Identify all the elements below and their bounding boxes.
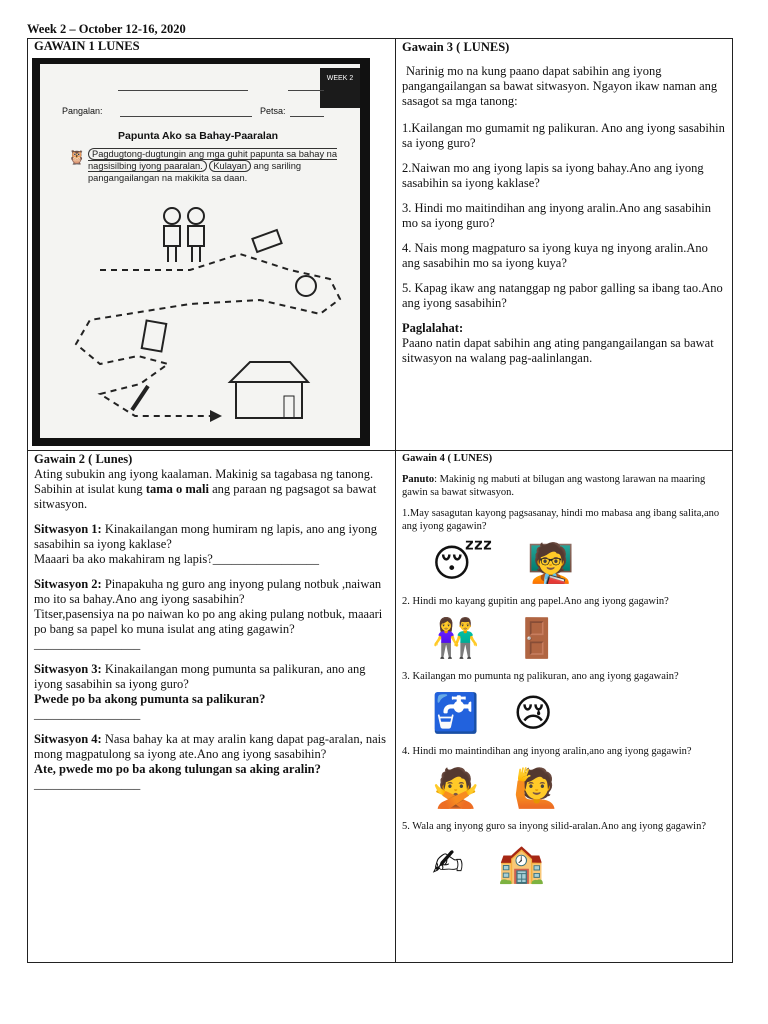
sitwasyon-4-answer: Ate, pwede mo po ba akong tulungan sa aking aralin? — [34, 762, 321, 776]
gawain4-title: Gawain 4 ( LUNES) — [402, 453, 493, 464]
sitwasyon-3-line: _________________ — [34, 707, 141, 721]
children-icon — [164, 208, 204, 262]
child-washing-icon[interactable]: 🚰 — [432, 691, 480, 735]
children-asking-teacher-icon[interactable]: 🧑‍🏫 — [526, 541, 575, 585]
sitwasyon-2-answer: Titser,pasensiya na po naiwan ko po ang aking pulang notbuk, maaari po bang sa papel ko muna isulat ang ating gagawin?_________________ — [34, 607, 383, 651]
crying-child-icon[interactable]: 😢 — [513, 691, 553, 735]
gawain3-title: Gawain 3 ( LUNES) — [402, 40, 510, 54]
week-header: Week 2 – October 12-16, 2020 — [27, 22, 186, 36]
owl-icon: 🦉 — [68, 150, 86, 166]
kulayan-label: Kulayan — [209, 160, 251, 172]
gawain4-item-2: 2. Hindi mo kayang gupitin ang papel.Ano ang iyong gagawin? — [402, 596, 669, 607]
paper-icon — [142, 320, 167, 351]
gawain2-cell — [28, 451, 396, 963]
worksheet-photo — [32, 58, 370, 446]
school-house-icon — [230, 362, 308, 418]
book-icon — [252, 230, 281, 252]
sitwasyon-4-line: _________________ — [34, 777, 141, 791]
gawain4-item-5: 5. Wala ang inyong guro sa inyong silid-aralan.Ano ang iyong gagawin? — [402, 821, 706, 832]
gawain2-intro: Ating subukin ang iyong kaalaman. Makinig sa tagabasa ng tanong. Sabihin at isulat kung tama o mali ang paraan ng pagsagot sa bawat sitwasyon. — [34, 467, 377, 511]
gawain1-title: GAWAIN 1 LUNES — [34, 39, 140, 53]
sitwasyon-3-answer: Pwede po ba akong pumunta sa palikuran? — [34, 692, 266, 706]
pencil-icon — [132, 386, 148, 410]
sitwasyon-3: Sitwasyon 3: Kinakailangan mong pumunta sa palikuran, ano ang iyong sasabihin sa iyong guro? — [34, 662, 366, 691]
children-arguing-icon[interactable]: 🙅 — [432, 766, 480, 810]
children-group-icon[interactable]: 👫 — [432, 616, 480, 660]
sitwasyon-1: Sitwasyon 1: Kinakailangan mong humiram ng lapis, ano ang iyong sasabihin sa iyong kaklase? — [34, 522, 378, 551]
gawain3-question-2: 2.Naiwan mo ang iyong lapis sa iyong bahay.Ano ang iyong sasabihin sa iyong kaklase? — [402, 161, 704, 190]
sitwasyon-2: Sitwasyon 2: Pinapakuha ng guro ang inyong pulang notbuk ,naiwan mo ito sa bahay.Ano ang iyong sasabihin? — [34, 577, 382, 606]
classroom-writing-icon[interactable]: ✍ — [432, 841, 464, 885]
paglalahat-text: Paano natin dapat sabihin ang ating pangangailangan sa bawat sitwasyon na walang pag-aalinlangan. — [402, 336, 714, 365]
gawain3-question-3: 3. Hindi mo maitindihan ang inyong aralin.Ano ang sasabihin mo sa iyong guro? — [402, 201, 711, 230]
maze-drawing — [40, 64, 360, 438]
child-at-door-icon[interactable]: 🚪 — [513, 616, 561, 660]
gawain3-intro: Narinig mo na kung paano dapat sabihin ang iyong pangangailangan sa bawat sitwasyon. Ngayon ikaw naman ang sasagot sa mga tanong: — [402, 64, 718, 108]
gawain2-title: Gawain 2 ( Lunes) — [34, 452, 133, 466]
gawain3-question-4: 4. Nais mong magpaturo sa iyong kuya ng inyong aralin.Ano ang sasabihin mo sa iyong kuya? — [402, 241, 708, 270]
week-badge: WEEK 2 — [320, 68, 360, 108]
worksheet-title: Papunta Ako sa Bahay-Paaralan — [118, 130, 279, 142]
apple-icon — [296, 276, 316, 296]
sitwasyon-4: Sitwasyon 4: Nasa bahay ka at may aralin kang dapat pag-aralan, nais mong magpatulong sa iyong ate.Ano ang iyong sasabihin? — [34, 732, 386, 761]
gawain1-cell — [28, 39, 396, 451]
sitwasyon-1-answer: Maaari ba ako makahiram ng lapis?_________________ — [34, 552, 319, 566]
sleeping-student-icon[interactable]: 😴 — [432, 541, 493, 585]
gawain3-question-5: 5. Kapag ikaw ang natanggap ng pabor galling sa ibang tao.Ano ang iyong sasabihin? — [402, 281, 723, 310]
gawain3-question-1: 1.Kailangan mo gumamit ng palikuran. Ano ang iyong sasabihin sa iyong guro? — [402, 121, 725, 150]
gawain4-item-3: 3. Kailangan mo pumunta ng palikuran, ano ang iyong gagawain? — [402, 671, 679, 682]
worksheet-instruction: Pagdugtong-dugtungin ang mga guhit papunta sa bahay na nagsisilbing iyong paaralan. Kulayan ang sariling pangangailangan na makikita sa daan. — [88, 149, 338, 183]
gawain4-cell — [396, 451, 733, 963]
paglalahat-label: Paglalahat: — [402, 321, 464, 335]
gawain4-item-4: 4. Hindi mo maintindihan ang inyong aralin,ano ang iyong gagawin? — [402, 746, 692, 757]
gawain4-item-1: 1.May sasagutan kayong pagsasanay, hindi mo mabasa ang ibang salita,ano ang iyong gagawin? — [402, 508, 720, 532]
panuto: Panuto: Makinig ng mabuti at bilugan ang wastong larawan na maaring gawin sa bawat sitwasyon. — [402, 474, 706, 498]
name-label: Pangalan: — [62, 106, 103, 116]
classroom-rows-icon[interactable]: 🏫 — [497, 841, 546, 885]
gawain3-cell — [396, 39, 733, 451]
activity-grid — [27, 38, 733, 963]
date-label: Petsa: — [260, 106, 286, 116]
child-raising-hand-icon[interactable]: 🙋 — [513, 766, 561, 810]
